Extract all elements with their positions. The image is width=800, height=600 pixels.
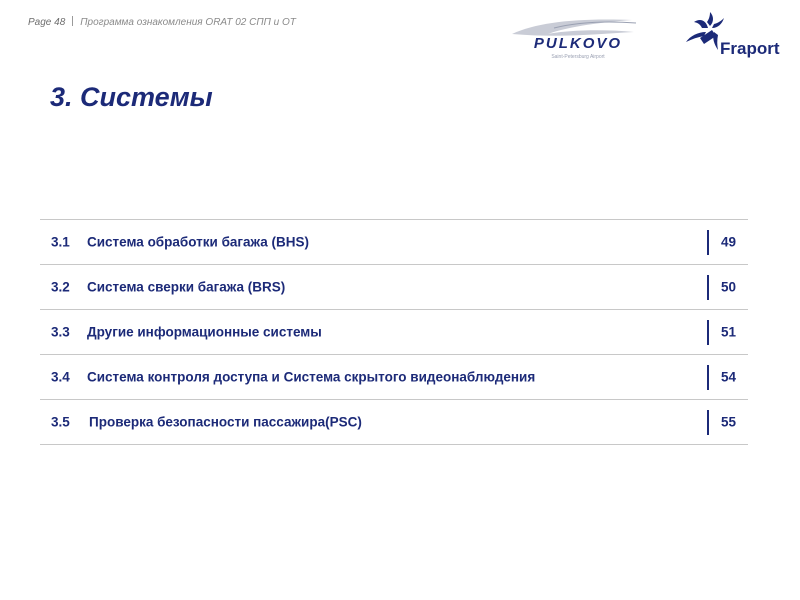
pulkovo-logo <box>508 14 648 64</box>
toc-item-page: 54 <box>720 369 736 385</box>
toc-item-number: 3.3 <box>51 324 70 340</box>
toc-divider <box>707 320 709 345</box>
toc-item-title: Система обработки багажа (BHS) <box>87 234 310 250</box>
toc-item-page: 49 <box>720 234 736 250</box>
toc-row-3-4[interactable] <box>40 355 748 400</box>
toc-item-title: Проверка безопасности пассажира(PSC) <box>89 414 362 430</box>
toc-row-3-3[interactable] <box>40 310 748 355</box>
toc-divider <box>707 410 709 435</box>
toc-divider <box>707 365 709 390</box>
header-meta <box>28 16 296 28</box>
toc-row-3-5[interactable] <box>40 400 748 445</box>
pulkovo-tagline: Saint-Petersburg Airport <box>551 54 605 60</box>
document-title: Программа ознакомления ORAT 02 СПП и ОТ <box>80 17 296 28</box>
toc-item-title: Система сверки багажа (BRS) <box>87 279 286 295</box>
toc-item-page: 55 <box>720 414 736 430</box>
toc-item-page: 50 <box>720 279 736 295</box>
fraport-wordmark: Fraport <box>720 39 780 58</box>
page-title: 3. Системы <box>50 82 213 112</box>
fraport-star-icon <box>686 12 724 50</box>
toc-item-title: Другие информационные системы <box>87 324 322 340</box>
fraport-logo <box>680 8 792 64</box>
table-of-contents <box>40 219 748 445</box>
toc-row-3-1[interactable] <box>40 220 748 265</box>
toc-row-3-2[interactable] <box>40 265 748 310</box>
header-separator <box>72 16 73 26</box>
toc-item-number: 3.4 <box>51 369 70 385</box>
toc-item-title: Система контроля доступа и Система скрытого видеонаблюдения <box>87 369 536 385</box>
toc-item-number: 3.5 <box>51 414 70 430</box>
toc-item-number: 3.1 <box>51 234 70 250</box>
toc-divider <box>707 275 709 300</box>
page-number: Page 48 <box>28 17 66 28</box>
toc-item-page: 51 <box>720 324 736 340</box>
pulkovo-wordmark: PULKOVO <box>533 35 623 52</box>
toc-divider <box>707 230 709 255</box>
toc-item-number: 3.2 <box>51 279 70 295</box>
